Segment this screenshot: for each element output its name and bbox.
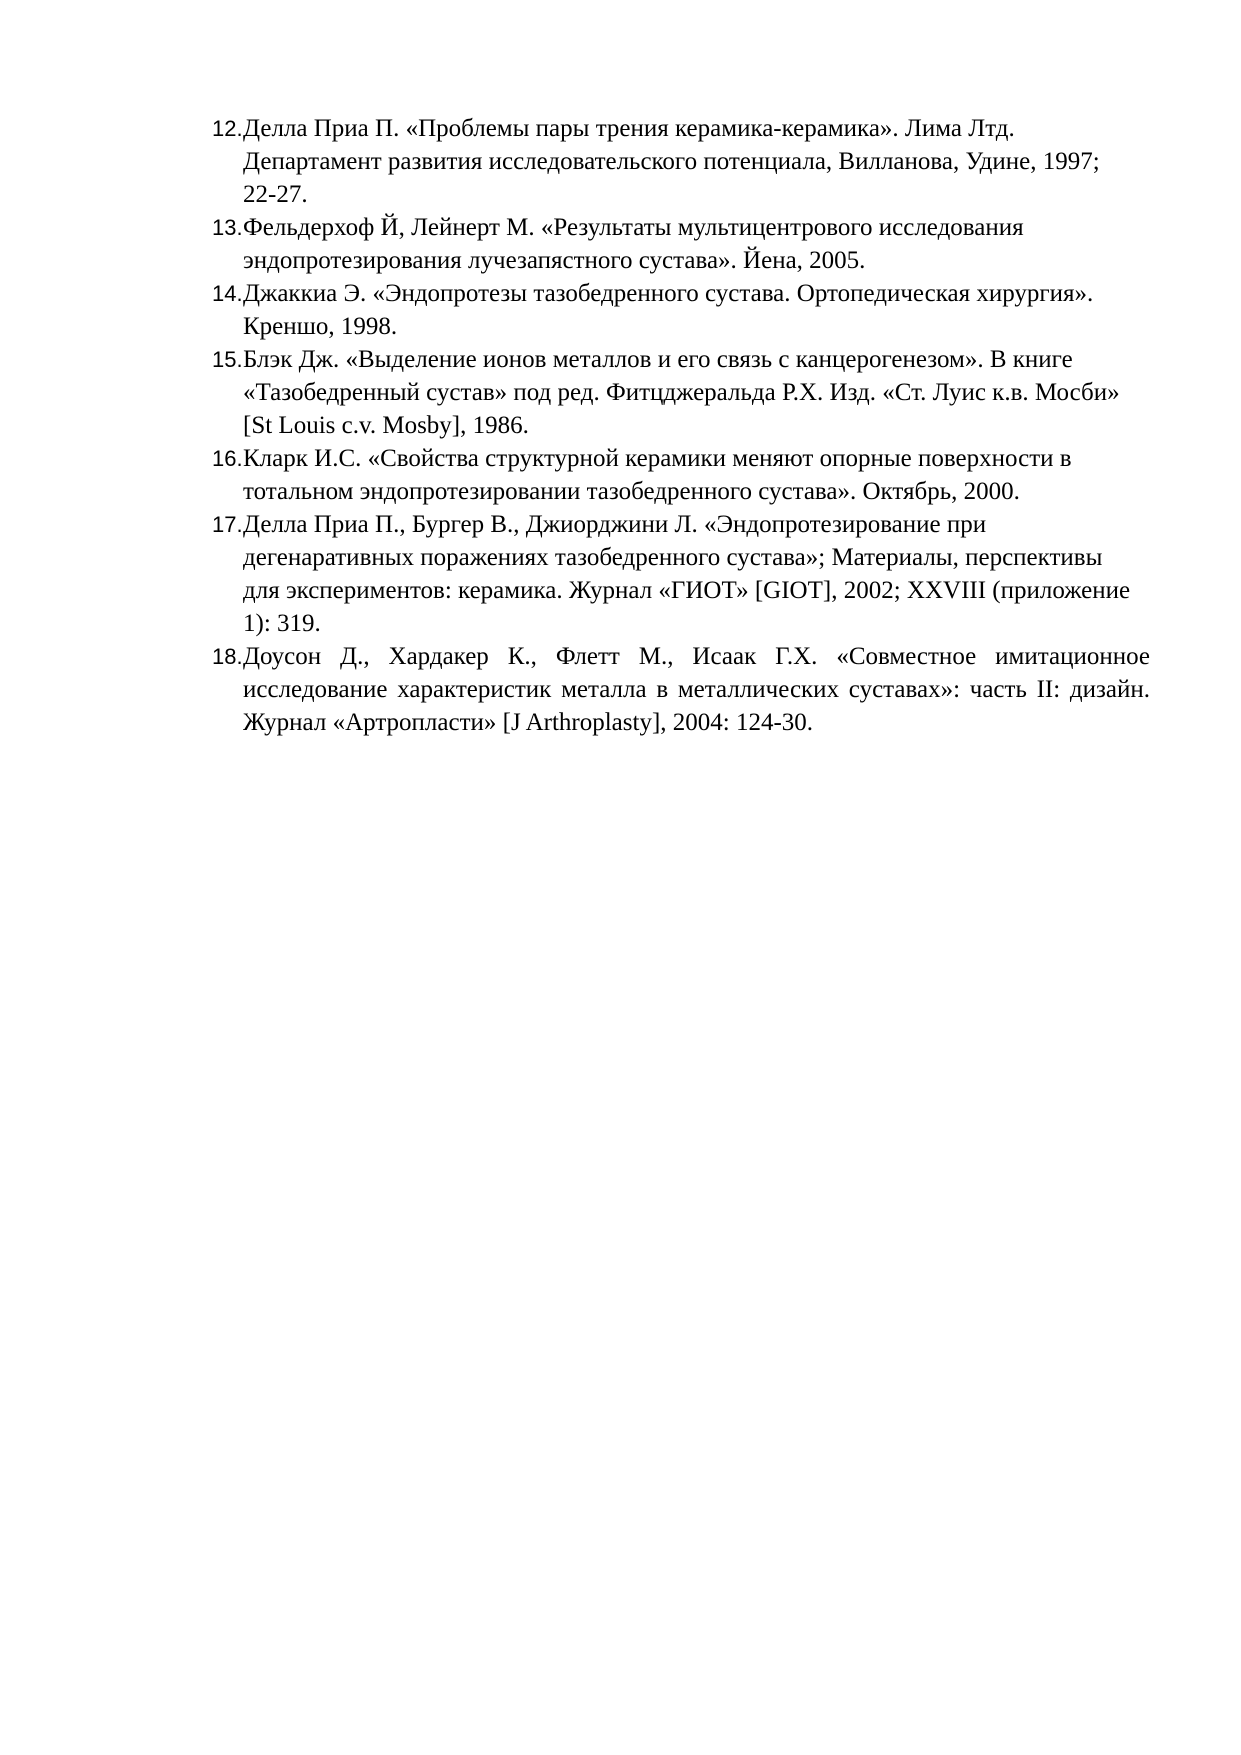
reference-text — [243, 343, 1150, 442]
reference-item — [212, 640, 1150, 739]
reference-item — [212, 211, 1150, 277]
reference-line: 1): 319. — [243, 610, 321, 637]
reference-line: Делла Приа П., Бургер В., Джиорджини Л. «Эндопротезирование при — [243, 511, 987, 538]
reference-line: Блэк Дж. «Выделение ионов металлов и его связь с канцерогенезом». В книге — [243, 346, 1073, 373]
reference-line: Журнал «Артропласти» [J Arthroplasty], 2004: 124-30. — [243, 709, 814, 736]
reference-item — [212, 112, 1150, 211]
reference-line: Кларк И.С. «Свойства структурной керамики меняют опорные поверхности в — [243, 445, 1072, 472]
reference-text — [243, 508, 1150, 640]
reference-line: [St Louis c.v. Mosby], 1986. — [243, 412, 529, 439]
reference-line: исследование характеристик металла в металлических суставах»: часть II: дизайн. — [243, 676, 1150, 703]
reference-number: 17. — [212, 512, 243, 537]
reference-line: для экспериментов: керамика. Журнал «ГИОТ» [GIOT], 2002; XXVIII (приложение — [243, 577, 1131, 604]
reference-line: Доусон Д., Хардакер К., Флетт М., Исаак Г.Х. «Совместное имитационное — [243, 643, 1150, 670]
reference-line: дегенаративных поражениях тазобедренного сустава»; Материалы, перспективы — [243, 544, 1103, 571]
reference-line: Джаккиа Э. «Эндопротезы тазобедренного сустава. Ортопедическая хирургия». — [243, 280, 1094, 307]
reference-text — [243, 277, 1150, 343]
reference-list — [212, 112, 1150, 739]
reference-line: тотальном эндопротезировании тазобедренного сустава». Октябрь, 2000. — [243, 478, 1020, 505]
reference-item — [212, 343, 1150, 442]
reference-text — [243, 112, 1150, 211]
reference-number: 16. — [212, 446, 243, 471]
reference-text — [243, 442, 1150, 508]
reference-item — [212, 442, 1150, 508]
reference-text — [243, 211, 1150, 277]
reference-number: 15. — [212, 347, 243, 372]
reference-line: Департамент развития исследовательского потенциала, Вилланова, Удине, 1997; — [243, 148, 1100, 175]
reference-text — [243, 640, 1150, 739]
reference-line: «Тазобедренный сустав» под ред. Фитцджеральда Р.Х. Изд. «Ст. Луис к.в. Мосби» — [243, 379, 1120, 406]
reference-number: 13. — [212, 215, 243, 240]
reference-line: Фельдерхоф Й, Лейнерт М. «Результаты мультицентрового исследования — [243, 214, 1024, 241]
reference-item — [212, 508, 1150, 640]
reference-number: 18. — [212, 644, 243, 669]
reference-line: Креншо, 1998. — [243, 313, 398, 340]
reference-line: Делла Приа П. «Проблемы пары трения керамика-керамика». Лима Лтд. — [243, 115, 1015, 142]
reference-item — [212, 277, 1150, 343]
reference-line: 22-27. — [243, 181, 308, 208]
reference-number: 14. — [212, 281, 243, 306]
reference-line: эндопротезирования лучезапястного сустава». Йена, 2005. — [243, 247, 866, 274]
reference-number: 12. — [212, 116, 243, 141]
